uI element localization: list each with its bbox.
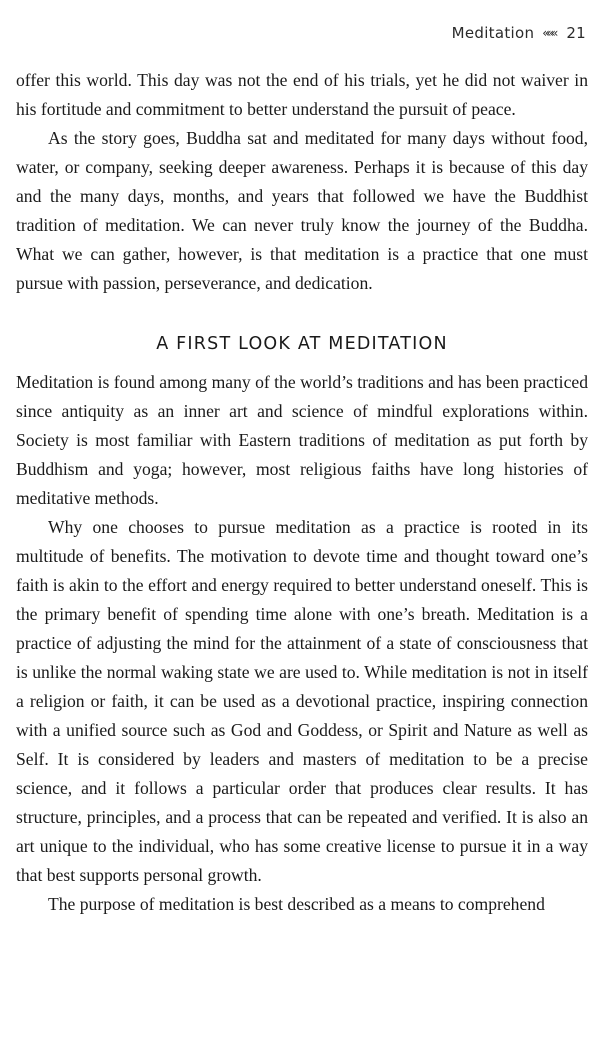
page-number: 21: [566, 24, 586, 42]
paragraph: Why one chooses to pursue meditation as a practice is rooted in its multitude of benefits. The motivation to devote time and thought toward one’s faith is akin to the effort and energy required to better understand oneself. This is the primary benefit of spending time alone with one’s breath. Meditation is a practice of adjusting the mind for the attainment of a state of consciousness that is unlike the normal waking state we are used to. While meditation is not in itself a religion or faith, it can be used as a devotional practice, inspiring connection with a unified source such as God and Goddess, or Spirit and Nature as well as Self. It is considered by leaders and masters of meditation to be a precise science, and it follows a particular order that produces clear results. It has structure, principles, and a process that can be repeated and verified. It is also an art unique to the individual, who has some creative license to pursue it in a way that best supports personal growth.: [16, 517, 588, 885]
page-body: [16, 66, 588, 919]
paragraph: offer this world. This day was not the end of his trials, yet he did not waiver in his fortitude and commitment to better understand the pursuit of peace.: [16, 70, 588, 119]
paragraph: As the story goes, Buddha sat and meditated for many days without food, water, or company, seeking deeper awareness. Perhaps it is because of this day and the many days, months, and years that followed we have the Buddhist tradition of meditation. We can never truly know the journey of the Buddha. What we can gather, however, is that meditation is a practice that one must pursue with passion, perseverance, and dedication.: [16, 128, 588, 293]
chevron-ornament-icon: «««: [542, 26, 556, 40]
running-header: [452, 24, 586, 42]
paragraph: The purpose of meditation is best described as a means to comprehend: [48, 894, 545, 914]
paragraph: Meditation is found among many of the world’s traditions and has been practiced since antiquity as an inner art and science of mindful explorations within. Society is most familiar with Eastern traditions of meditation as put forth by Buddhism and yoga; however, most religious faiths have long histories of meditative methods.: [16, 372, 588, 508]
running-title: Meditation: [451, 24, 535, 42]
section-heading: A FIRST LOOK AT MEDITATION: [156, 334, 448, 354]
